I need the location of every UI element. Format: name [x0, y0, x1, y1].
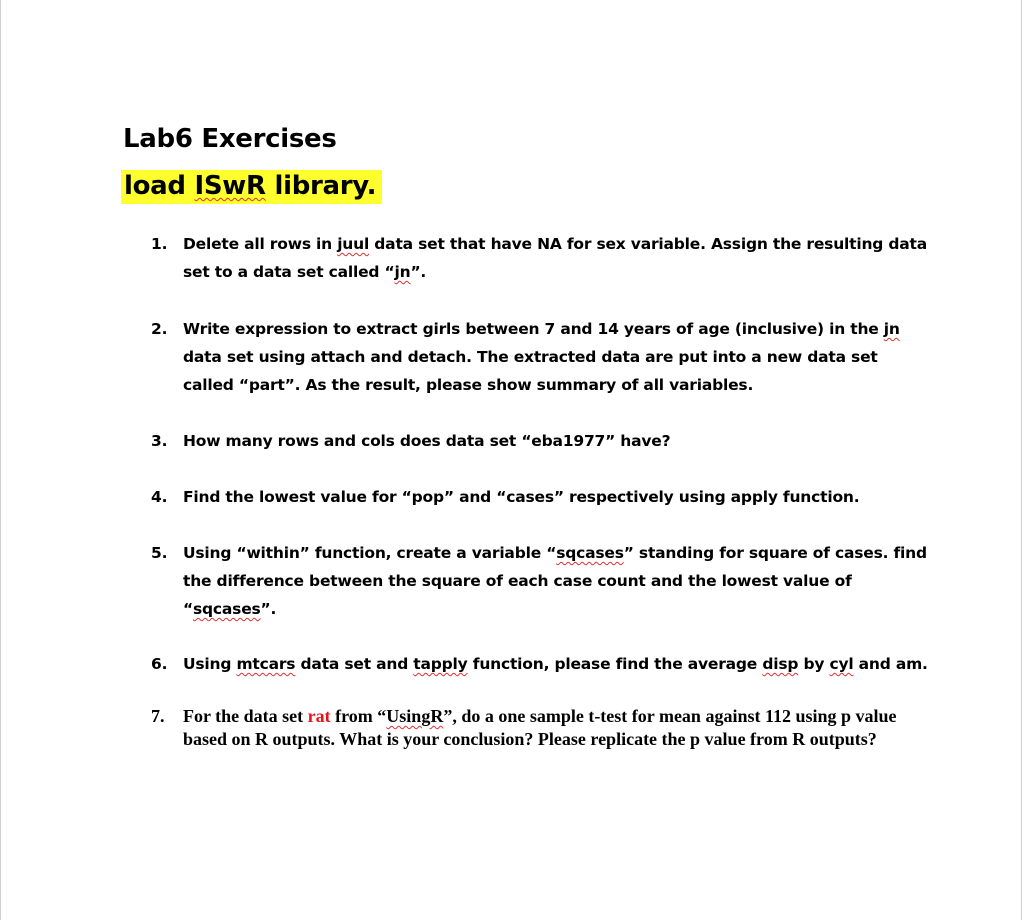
question-6	[151, 650, 931, 678]
question-text: Delete all rows in juul data set that have NA for sex variable. Assign the resulting data set to a data set called “jn”.	[183, 235, 928, 281]
dataset-name: jn	[394, 263, 411, 281]
question-number: 7.	[151, 706, 165, 726]
function-name: tapply	[413, 655, 468, 673]
document-title: Lab6 Exercises	[123, 124, 337, 154]
question-text: Using mtcars data set and tapply function, please find the average disp by cyl and am.	[183, 655, 928, 673]
question-number: 6.	[151, 655, 168, 673]
question-text: Using “within” function, create a variable “sqcases” standing for square of cases. find the difference between the square of each case count and the lowest value of “sqcases”.	[183, 544, 927, 618]
question-number: 3.	[151, 432, 168, 450]
question-2	[151, 315, 931, 399]
package-name: UsingR	[386, 706, 444, 726]
question-number: 5.	[151, 544, 168, 562]
question-text: How many rows and cols does data set “eba1977” have?	[183, 432, 671, 450]
question-number: 4.	[151, 488, 168, 506]
question-number: 1.	[151, 235, 168, 253]
question-5	[151, 539, 931, 623]
variable-name: cyl	[829, 655, 854, 673]
question-7	[151, 705, 911, 751]
variable-name: disp	[762, 655, 799, 673]
question-3	[151, 427, 931, 455]
dataset-name: juul	[337, 235, 370, 253]
question-1	[151, 230, 931, 286]
variable-name: sqcases	[556, 544, 624, 562]
instruction-suffix: library.	[265, 171, 377, 201]
library-name: ISwR	[194, 171, 266, 201]
dataset-name: jn	[883, 320, 900, 338]
question-text: Write expression to extract girls between 7 and 14 years of age (inclusive) in the jn data set using attach and detach. The extracted data are put into a new data set called “part”. As the result, please show summary of all variables.	[183, 320, 900, 394]
question-text: For the data set rat from “UsingR”, do a one sample t-test for mean against 112 using p value based on R outputs. What is your conclusion? Please replicate the p value from R outputs?	[183, 706, 897, 749]
question-text: Find the lowest value for “pop” and “cases” respectively using apply function.	[183, 488, 860, 506]
instruction-prefix: load	[124, 171, 195, 201]
dataset-name: mtcars	[236, 655, 296, 673]
library-instruction	[121, 170, 382, 204]
variable-name: sqcases	[193, 600, 261, 618]
question-4	[151, 483, 931, 511]
question-number: 2.	[151, 320, 168, 338]
dataset-name: rat	[307, 706, 331, 726]
